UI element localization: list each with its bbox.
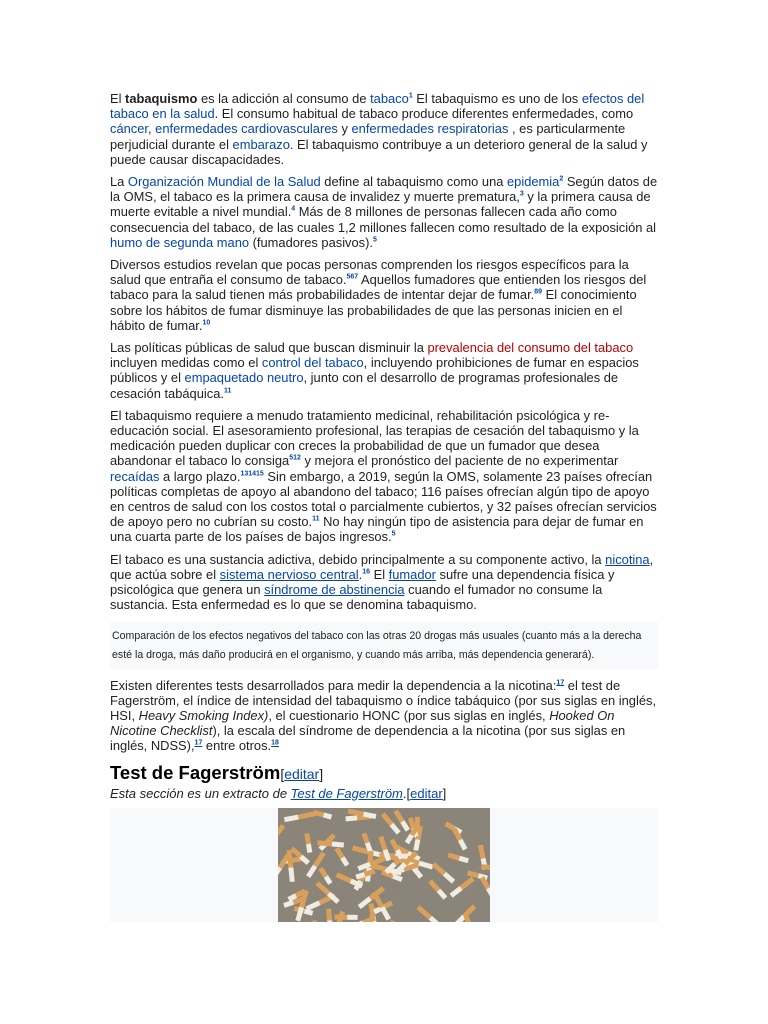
text: El bbox=[110, 91, 126, 106]
ref-link[interactable]: 17 bbox=[556, 679, 565, 687]
ref-link[interactable]: 1 bbox=[408, 92, 413, 100]
text: , bbox=[147, 121, 156, 137]
butt-paper bbox=[345, 815, 357, 821]
link-empaquetado[interactable]: empaquetado neutro bbox=[184, 370, 304, 386]
text: , junto con el desarrollo de programas profesionales de cesación tabáquica. bbox=[110, 370, 619, 401]
text: . El tabaquismo contribuye a un deterioro general de la salud y puede causar discapacidades. bbox=[110, 136, 648, 167]
ref-link[interactable]: 10 bbox=[202, 319, 211, 327]
ref-link[interactable]: 5 bbox=[391, 531, 396, 539]
term-bold: tabaquismo bbox=[125, 91, 198, 106]
text: El bbox=[370, 566, 389, 582]
text: El conocimiento sobre los hábitos de fumar disminuye las probabilidades de que las personas inicien en el hábito de fumar. bbox=[110, 287, 637, 333]
text: y mejora el pronóstico del paciente de no experimentar bbox=[300, 453, 619, 469]
text: . bbox=[358, 566, 363, 582]
text: Existen diferentes tests desarrollados para medir la dependencia a la nicotina: bbox=[110, 677, 557, 693]
text: . bbox=[402, 785, 407, 801]
butt-paper bbox=[347, 914, 357, 919]
ref-link[interactable]: 4 bbox=[291, 206, 296, 214]
link-cardiovasculares[interactable]: enfermedades cardiovasculares bbox=[155, 121, 338, 137]
link-humo[interactable]: humo de segunda mano bbox=[110, 234, 250, 250]
text: El tabaquismo es uno de los bbox=[412, 91, 582, 106]
photo-graphic bbox=[278, 808, 490, 922]
text: Diversos estudios revelan que pocas personas comprenden los riesgos específicos para la salud que entraña el consumo de tabaco. bbox=[110, 257, 629, 288]
text: sufre una dependencia física y psicológica que genera un bbox=[110, 566, 615, 598]
text: y bbox=[337, 121, 352, 137]
text: el test de Fagerström, el índice de intensidad del tabaquismo o índice tabáquico (por sus siglas en inglés, HSI, bbox=[110, 677, 657, 723]
text-italic: Heavy Smoking Index) bbox=[138, 707, 269, 723]
cigarette-butts-photo[interactable] bbox=[278, 808, 490, 922]
edit-section bbox=[407, 786, 447, 801]
figure-caption: Comparación de los efectos negativos del tabaco con las otras 20 drogas más usuales (cuanto más a la derecha esté la droga, más daño producirá en el organismo, y cuando más arriba, más dependencia generará). bbox=[110, 622, 658, 669]
text: El tabaquismo requiere a menudo tratamiento medicinal, rehabilitación psicológica y re-educación social. El asesoramiento profesional, las terapias de cesación del tabaquismo y la medicación pueden duplicar con creces la probabilidad de que un fumador que desea abandonar el tabaco lo consiga bbox=[110, 407, 639, 469]
text: y la primera causa de muerte evitable a nivel mundial. bbox=[110, 189, 651, 220]
link-tabaco[interactable]: tabaco bbox=[370, 91, 409, 106]
link-sistema-nervioso[interactable]: sistema nervioso central bbox=[219, 566, 359, 582]
text: , incluyendo prohibiciones de fumar en espacios públicos y el bbox=[110, 355, 639, 386]
text: La bbox=[110, 174, 128, 190]
ref-link[interactable]: 11 bbox=[312, 515, 320, 523]
paragraph-nicotina bbox=[110, 552, 658, 613]
text: define al tabaquismo como una bbox=[320, 174, 508, 190]
bracket: ] bbox=[319, 765, 324, 782]
text: No hay ningún tipo de asistencia para dejar de fumar en una cuarta parte de los países de bajos ingresos. bbox=[110, 514, 644, 545]
text: cuando el fumador no consume la sustancia. Esta enfermedad es lo que se denomina tabaquismo. bbox=[110, 582, 603, 613]
text: (fumadores pasivos). bbox=[249, 234, 373, 250]
hatnote bbox=[110, 786, 658, 802]
link-efectos[interactable]: efectos del tabaco en la salud bbox=[110, 91, 645, 122]
link-embarazo[interactable]: embarazo bbox=[232, 136, 290, 152]
link-control[interactable]: control del tabaco bbox=[261, 355, 364, 371]
ref-link[interactable]: 2 bbox=[559, 175, 564, 183]
paragraph-estudios bbox=[110, 257, 658, 333]
text: . El consumo habitual de tabaco produce diferentes enfermedades, como bbox=[214, 106, 634, 122]
paragraph-intro bbox=[110, 91, 658, 167]
edit-link[interactable]: editar bbox=[410, 785, 443, 801]
bracket: [ bbox=[406, 785, 411, 801]
link-sindrome[interactable]: síndrome de abstinencia bbox=[264, 582, 405, 598]
text: Las políticas públicas de salud que buscan disminuir la bbox=[110, 340, 428, 356]
ref-link[interactable]: 512 bbox=[289, 455, 301, 463]
edit-section bbox=[280, 766, 323, 782]
ref-link[interactable]: 17 bbox=[194, 740, 203, 748]
bracket: [ bbox=[280, 765, 285, 782]
ref-link[interactable]: 11 bbox=[223, 387, 232, 395]
text: , que actúa sobre el bbox=[110, 551, 654, 582]
link-recaidas[interactable]: recaídas bbox=[110, 468, 160, 484]
paragraph-oms bbox=[110, 174, 658, 250]
ref-link[interactable]: 18 bbox=[271, 740, 279, 748]
ref-link[interactable]: 131415 bbox=[240, 470, 264, 478]
text: incluyen medidas como el bbox=[110, 355, 262, 371]
ref-link[interactable]: 89 bbox=[534, 289, 543, 297]
ref-link[interactable]: 567 bbox=[346, 273, 359, 281]
image-container bbox=[110, 808, 658, 922]
text: Aquellos fumadores que entienden los riesgos del tabaco para la salud tienen más probabilidades de intentar dejar de fumar. bbox=[110, 272, 647, 303]
article-body bbox=[110, 91, 658, 922]
text-italic: Hooked On Nicotine Checklist bbox=[110, 707, 615, 739]
paragraph-politicas bbox=[110, 340, 658, 401]
text: Sin embargo, a 2019, según la OMS, solamente 23 países ofrecían políticas completas de apoyo al abandono del tabaco; 116 países ofrecían algún tipo de apoyo en centros de salud con los costos total o parcialmente cubiertos, y 32 países ofrecían servicios de apoyo pero no cubrían su costo. bbox=[110, 468, 657, 530]
ref-link[interactable]: 3 bbox=[519, 190, 524, 198]
paragraph-tests bbox=[110, 678, 658, 754]
text: Según datos de la OMS, el tabaco es la primera causa de invalidez y muerte prematura, bbox=[110, 174, 658, 205]
edit-link[interactable]: editar bbox=[284, 765, 320, 782]
bracket: ] bbox=[442, 785, 447, 801]
section-heading bbox=[110, 762, 658, 785]
link-fagerstrom[interactable]: Test de Fagerström bbox=[290, 785, 403, 801]
link-respiratorias[interactable]: enfermedades respiratorias bbox=[351, 121, 509, 137]
butt-paper bbox=[332, 841, 344, 847]
link-nicotina[interactable]: nicotina bbox=[605, 551, 650, 567]
text: ), la escala del síndrome de dependencia a la nicotina (por sus siglas en inglés, NDSS), bbox=[110, 723, 626, 754]
link-cancer[interactable]: cáncer bbox=[110, 121, 148, 137]
text: El tabaco es una sustancia adictiva, debido principalmente a su componente activo, la bbox=[110, 551, 606, 567]
butt-filter bbox=[326, 908, 332, 920]
paragraph-tratamiento bbox=[110, 408, 658, 545]
link-epidemia[interactable]: epidemia bbox=[507, 174, 560, 190]
link-oms[interactable]: Organización Mundial de la Salud bbox=[127, 174, 321, 190]
text: a largo plazo. bbox=[159, 468, 241, 484]
section-title: Test de Fagerström bbox=[110, 761, 281, 783]
link-prevalencia[interactable]: prevalencia del consumo del tabaco bbox=[427, 340, 634, 356]
text: , es particularmente perjudicial durante el bbox=[110, 121, 626, 152]
ref-link[interactable]: 16 bbox=[362, 568, 371, 576]
text: Esta sección es un extracto de bbox=[110, 785, 291, 801]
text: entre otros. bbox=[202, 738, 272, 754]
ref-link[interactable]: 5 bbox=[373, 236, 377, 244]
text: , el cuestionario HONC (por sus siglas en inglés, bbox=[268, 707, 550, 723]
text: es la adicción al consumo de bbox=[197, 91, 371, 106]
link-fumador[interactable]: fumador bbox=[388, 566, 436, 582]
text: Más de 8 millones de personas fallecen cada año como consecuencia del tabaco, de las cuales 1,2 millones fallecen como resultado de la exposición al bbox=[110, 204, 657, 235]
